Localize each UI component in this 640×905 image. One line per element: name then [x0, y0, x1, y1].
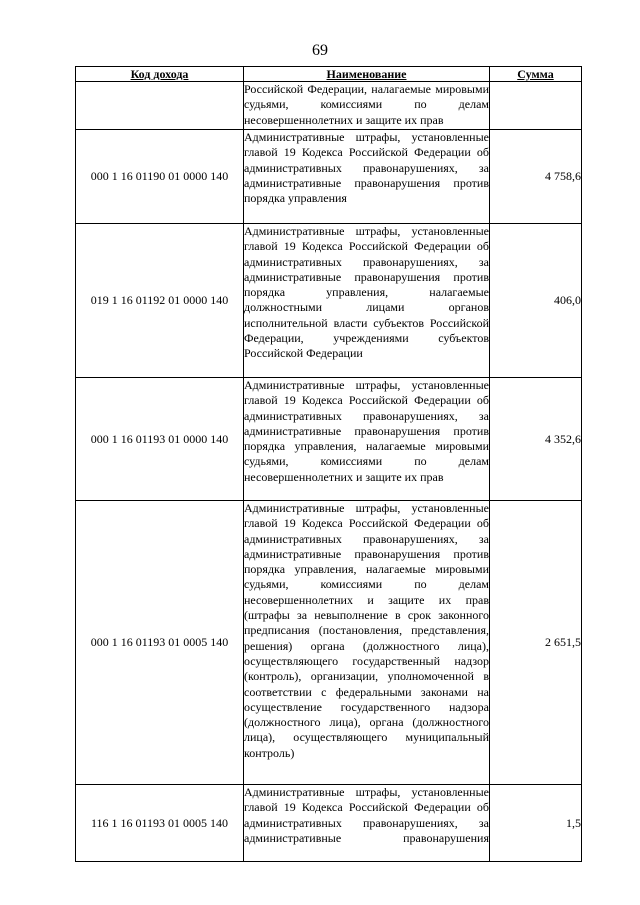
- income-name: Российской Федерации, налагаемые мировыми судьями, комиссиями по делам несовершеннолетних и защите их прав: [244, 82, 490, 130]
- revenue-table: [75, 66, 582, 862]
- income-sum: 4 758,6: [490, 130, 582, 224]
- table-row: [76, 378, 582, 501]
- table-row: [76, 82, 582, 130]
- income-name: Административные штрафы, установленные главой 19 Кодекса Российской Федерации об административных правонарушениях, за административные правонарушения против порядка управления: [244, 130, 490, 224]
- income-code: 000 1 16 01190 01 0000 140: [76, 130, 244, 224]
- income-sum: 406,0: [490, 224, 582, 378]
- income-sum: 4 352,6: [490, 378, 582, 501]
- table-row: [76, 130, 582, 224]
- table-row: [76, 501, 582, 785]
- income-code: 000 1 16 01193 01 0000 140: [76, 378, 244, 501]
- header-code: Код дохода: [76, 67, 244, 82]
- income-sum: 1,5: [490, 785, 582, 862]
- income-name: Административные штрафы, установленные главой 19 Кодекса Российской Федерации об административных правонарушениях, за административные правонарушения против порядка управления, налагаемые мировыми судьями, комиссиями по делам несовершеннолетних и защите их прав: [244, 378, 490, 501]
- page-number: 69: [312, 42, 328, 59]
- header-name: Наименование: [244, 67, 490, 82]
- income-sum: 2 651,5: [490, 501, 582, 785]
- income-code: 000 1 16 01193 01 0005 140: [76, 501, 244, 785]
- income-code: 116 1 16 01193 01 0005 140: [76, 785, 244, 862]
- income-code: [76, 82, 244, 130]
- table-header-row: [76, 67, 582, 82]
- table-row: [76, 224, 582, 378]
- header-sum: Сумма: [490, 67, 582, 82]
- income-name: Административные штрафы, установленные главой 19 Кодекса Российской Федерации об административных правонарушениях, за административные правонарушения против порядка управления, налагаемые должностными лицами органов исполнительной власти субъектов Российской Федерации, учреждениями субъектов Российской Федерации: [244, 224, 490, 378]
- income-sum: [490, 82, 582, 130]
- income-name: Административные штрафы, установленные главой 19 Кодекса Российской Федерации об административных правонарушениях, за административные правонарушения: [244, 785, 490, 862]
- table-row: [76, 785, 582, 862]
- income-code: 019 1 16 01192 01 0000 140: [76, 224, 244, 378]
- income-name: Административные штрафы, установленные главой 19 Кодекса Российской Федерации об административных правонарушениях, за административные правонарушения против порядка управления, налагаемые мировыми судьями, комиссиями по делам несовершеннолетних и защите их прав (штрафы за невыполнение в срок законного предписания (постановления, представления, решения) органа (должностного лица), осуществляющего государственный надзор (контроль), организации, уполномоченной в соответствии с федеральными законами на осуществление государственного надзора (должностного лица), органа (должностного лица), осуществляющего муниципальный контроль): [244, 501, 490, 785]
